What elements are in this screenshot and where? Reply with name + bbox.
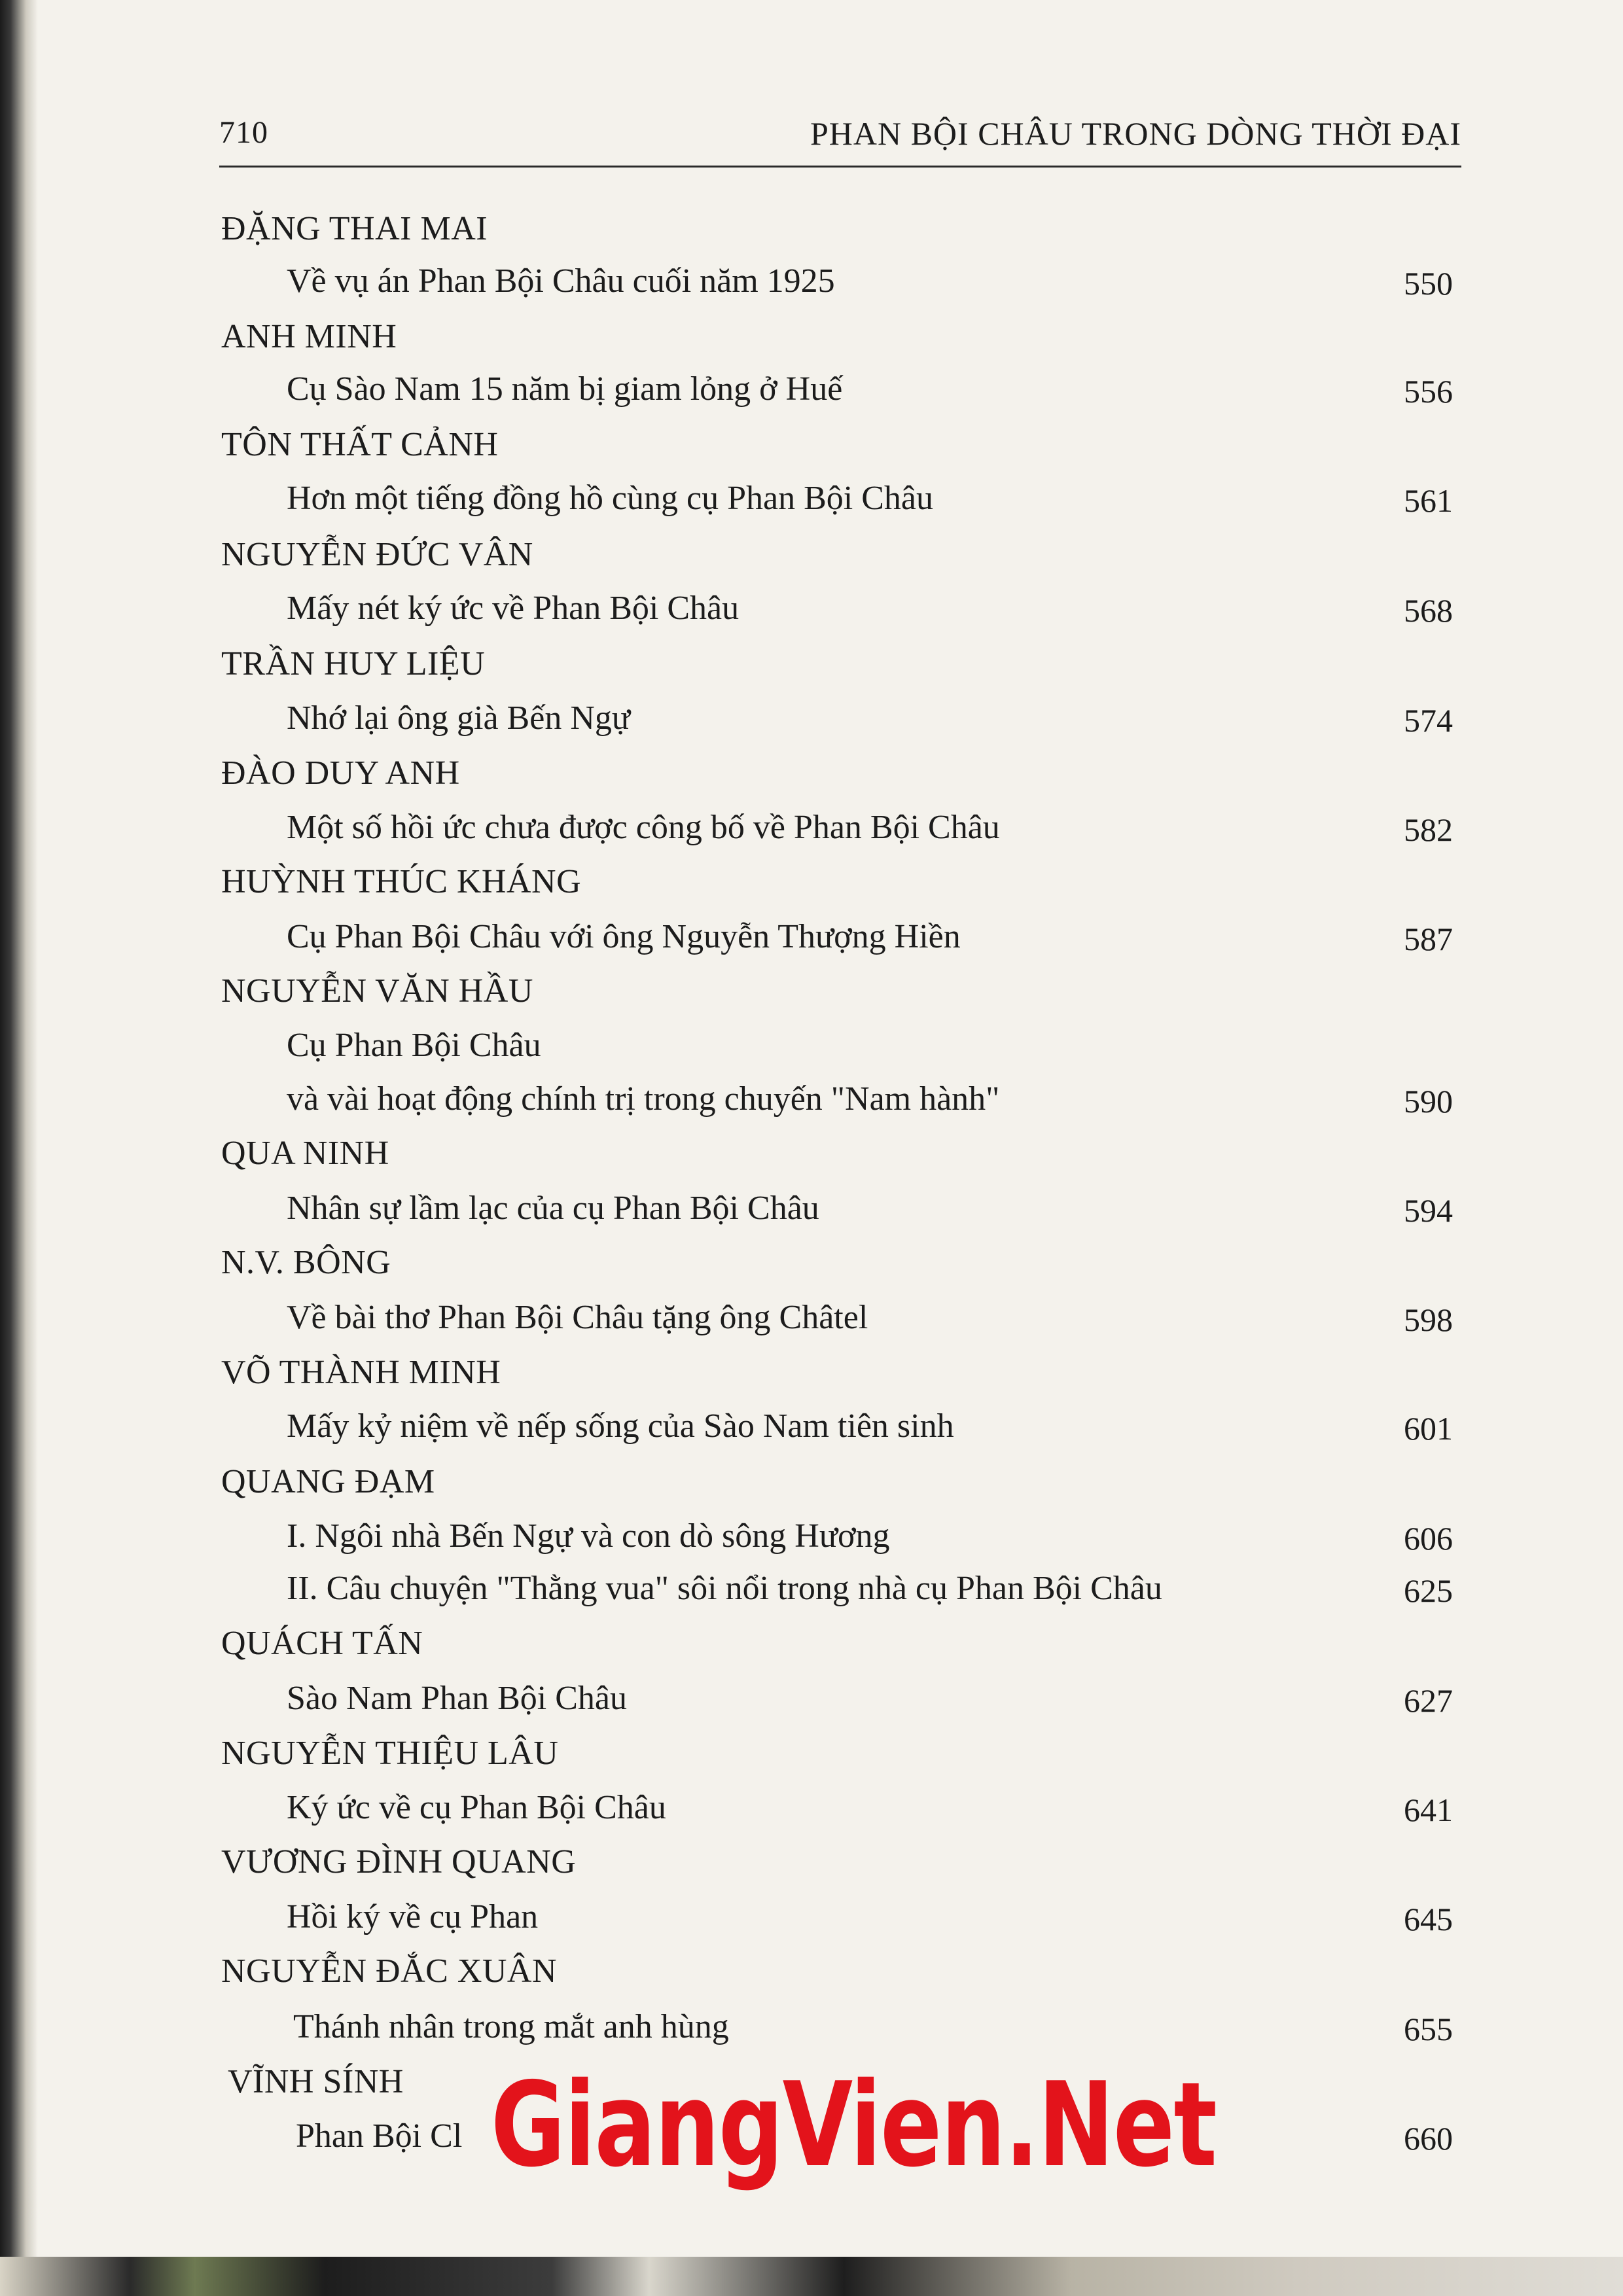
toc-title: Thánh nhân trong mắt anh hùng	[293, 2008, 729, 2045]
toc-title: Nhân sự lầm lạc của cụ Phan Bội Châu	[287, 1190, 819, 1227]
scan-edge-bottom	[0, 2257, 1623, 2296]
toc-title: Cụ Phan Bội Châu với ông Nguyễn Thượng Hiền	[287, 918, 961, 955]
toc-page-number: 655	[1404, 2011, 1453, 2047]
toc-author: QUANG ĐẠM	[221, 1463, 435, 1500]
scan-edge-left	[0, 0, 38, 2296]
toc-page-number: 625	[1404, 1572, 1453, 1609]
toc-author: TÔN THẤT CẢNH	[221, 426, 499, 463]
toc-title: Nhớ lại ông già Bến Ngự	[287, 699, 631, 737]
toc-page-number: 601	[1404, 1410, 1453, 1447]
toc-author: ĐẶNG THAI MAI	[221, 210, 488, 247]
toc-author: NGUYỄN ĐẮC XUÂN	[221, 1952, 558, 1990]
toc-title: và vài hoạt động chính trị trong chuyến "Nam hành"	[287, 1080, 1000, 1118]
toc-author: ĐÀO DUY ANH	[221, 754, 460, 792]
toc-page-number: 598	[1404, 1301, 1453, 1338]
toc-title: Ký ức về cụ Phan Bội Châu	[287, 1789, 666, 1826]
toc-title: Cụ Sào Nam 15 năm bị giam lỏng ở Huế	[287, 370, 843, 408]
toc-title: II. Câu chuyện "Thằng vua" sôi nổi trong nhà cụ Phan Bội Châu	[287, 1570, 1162, 1607]
toc-page-number: 590	[1404, 1083, 1453, 1120]
toc-page-number: 587	[1404, 921, 1453, 957]
toc-author: HUỲNH THÚC KHÁNG	[221, 863, 582, 900]
toc-title: Sào Nam Phan Bội Châu	[287, 1680, 627, 1717]
toc-page-number: 568	[1404, 592, 1453, 629]
toc-author: QUA NINH	[221, 1135, 389, 1172]
toc-page-number: 660	[1404, 2120, 1453, 2157]
toc-title: Về bài thơ Phan Bội Châu tặng ông Châtel	[287, 1299, 868, 1336]
toc-title: Mấy kỷ niệm về nếp sống của Sào Nam tiên sinh	[287, 1407, 954, 1445]
toc-title: Về vụ án Phan Bội Châu cuối năm 1925	[287, 262, 835, 300]
toc-author: N.V. BÔNG	[221, 1244, 391, 1281]
toc-author: QUÁCH TẤN	[221, 1625, 423, 1662]
toc-page-number: 641	[1404, 1792, 1453, 1828]
page-number: 710	[219, 115, 268, 150]
toc-title: Hơn một tiếng đồng hồ cùng cụ Phan Bội Châu	[287, 480, 933, 517]
toc-author: VÕ THÀNH MINH	[221, 1354, 501, 1391]
toc-title: Một số hồi ức chưa được công bố về Phan Bội Châu	[287, 809, 1000, 846]
toc-author: NGUYỄN VĂN HẦU	[221, 972, 533, 1010]
toc-page-number: 627	[1404, 1682, 1453, 1719]
toc-author: TRẦN HUY LIỆU	[221, 645, 486, 682]
toc-page-number: 594	[1404, 1192, 1453, 1229]
watermark-text: GiangVien.Net	[491, 2057, 1217, 2193]
toc-author: VƯƠNG ĐÌNH QUANG	[221, 1843, 577, 1881]
toc-title: I. Ngôi nhà Bến Ngự và con dò sông Hương	[287, 1517, 890, 1555]
toc-page-number: 606	[1404, 1520, 1453, 1557]
toc-page-number: 582	[1404, 811, 1453, 848]
toc-author: NGUYỄN THIỆU LÂU	[221, 1735, 559, 1772]
toc-author: NGUYỄN ĐỨC VÂN	[221, 536, 533, 573]
toc-page-number: 574	[1404, 702, 1453, 739]
page-header	[219, 115, 1461, 168]
toc-title: Phan Bội Cl	[296, 2117, 463, 2155]
toc-author: VĨNH SÍNH	[228, 2063, 404, 2100]
toc-page-number: 645	[1404, 1901, 1453, 1937]
toc-title: Hồi ký về cụ Phan	[287, 1898, 539, 1935]
running-title: PHAN BỘI CHÂU TRONG DÒNG THỜI ĐẠI	[810, 115, 1461, 152]
toc-page-number: 556	[1404, 373, 1453, 410]
toc-page-number: 561	[1404, 482, 1453, 519]
toc-title: Mấy nét ký ức về Phan Bội Châu	[287, 590, 740, 627]
toc-title: Cụ Phan Bội Châu	[287, 1027, 541, 1064]
toc-author: ANH MINH	[221, 318, 397, 355]
toc-page-number: 550	[1404, 265, 1453, 302]
